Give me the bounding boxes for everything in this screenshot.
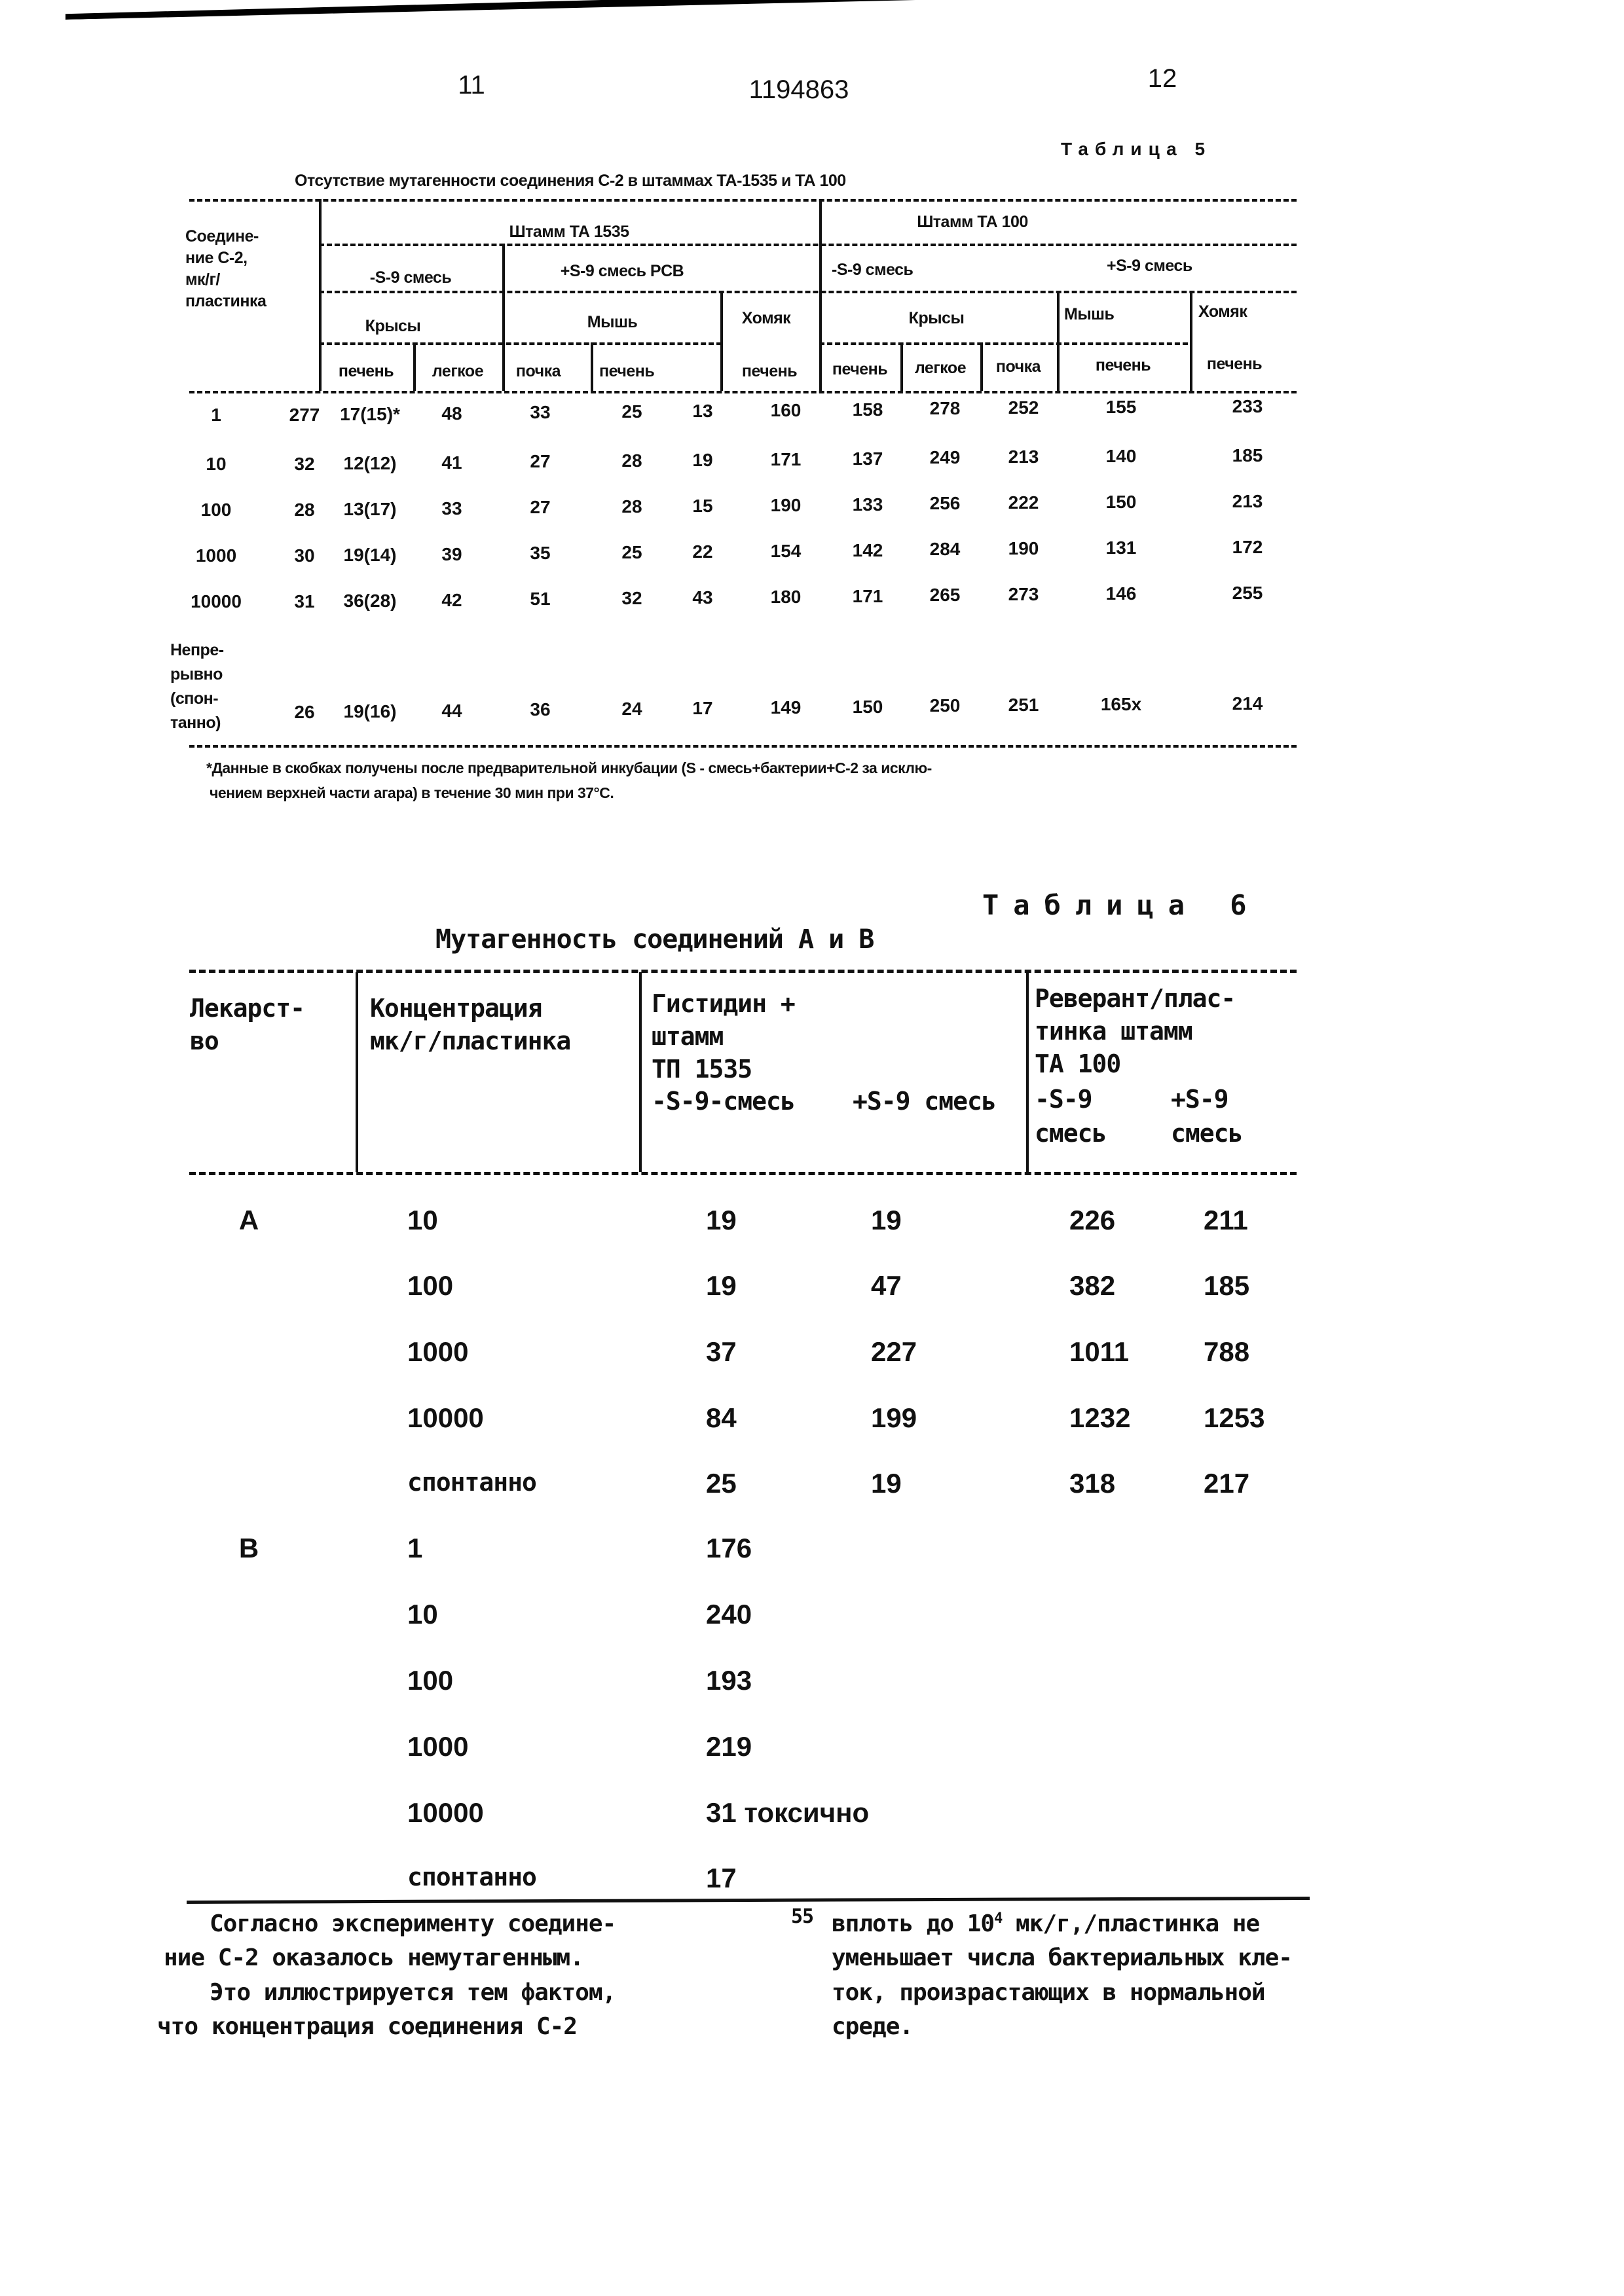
table5-vline bbox=[720, 291, 723, 391]
header-line: Гистидин + bbox=[652, 987, 795, 1020]
row-header-line: Соедине- bbox=[185, 226, 266, 247]
table-cell: 39 bbox=[441, 544, 462, 565]
plus-s9-ta100-header: +S-9 смесь bbox=[1107, 257, 1192, 276]
table-cell: 27 bbox=[530, 497, 550, 518]
drug-cell: B bbox=[239, 1533, 259, 1564]
body-line: ток, произрастающих в нормальной bbox=[832, 1979, 1265, 2006]
table-cell: 25 bbox=[621, 401, 642, 422]
minus-s9-header: -S-9 смесь bbox=[370, 268, 451, 287]
table-cell: 193 bbox=[706, 1665, 752, 1696]
table-cell: 172 bbox=[1232, 537, 1263, 558]
body-line bbox=[832, 1910, 1259, 1937]
drug-cell: A bbox=[239, 1205, 259, 1236]
organ-header: печень bbox=[742, 362, 797, 381]
header-line: штамм bbox=[652, 1020, 795, 1053]
organ-header: почка bbox=[516, 362, 561, 381]
table-cell: 788 bbox=[1204, 1336, 1249, 1368]
concentration-cell: 10 bbox=[407, 1205, 438, 1236]
table-cell: 278 bbox=[930, 398, 961, 419]
table-cell: 19 bbox=[871, 1468, 902, 1499]
table5-vline bbox=[502, 244, 505, 391]
page-number-left: 11 bbox=[458, 71, 485, 100]
table-cell: 277 bbox=[289, 405, 320, 426]
organ-header: печень bbox=[599, 362, 654, 381]
concentration-cell: 10000 bbox=[407, 1402, 484, 1434]
table-cell: 32 bbox=[621, 588, 642, 609]
table6-vline bbox=[639, 972, 642, 1172]
header-line: смесь bbox=[1171, 1116, 1242, 1150]
table-cell: 176 bbox=[706, 1533, 752, 1564]
table-cell: 19 bbox=[706, 1205, 737, 1236]
table-cell: 47 bbox=[871, 1270, 902, 1302]
table-cell: 249 bbox=[930, 447, 961, 468]
table-cell: 19 bbox=[692, 450, 712, 471]
header-line: ТА 100 bbox=[1035, 1048, 1235, 1080]
table-cell: 13(17) bbox=[344, 499, 397, 520]
table5-label: Таблица 5 bbox=[1061, 139, 1211, 160]
header-line: +S-9 bbox=[1171, 1082, 1242, 1116]
table-cell: 48 bbox=[441, 403, 462, 424]
table-cell: 44 bbox=[441, 701, 462, 721]
spontaneous-row-label bbox=[170, 638, 224, 735]
organ-header: печень bbox=[832, 360, 887, 379]
table-cell: 160 bbox=[771, 400, 802, 421]
table-cell: 32 bbox=[294, 454, 314, 475]
table5-top-rule bbox=[189, 199, 1297, 202]
table-cell: 284 bbox=[930, 539, 961, 560]
table6-bottom-rule bbox=[187, 1897, 1310, 1904]
table5-rule bbox=[319, 291, 1297, 293]
minus-s9-ta100-header: -S-9 смесь bbox=[832, 261, 913, 280]
label-line: танно) bbox=[170, 711, 224, 735]
table5-vline bbox=[900, 342, 903, 391]
table5-vline bbox=[980, 342, 983, 391]
hamster-header: Хомяк bbox=[742, 309, 790, 328]
row-header-line: пластинка bbox=[185, 291, 266, 312]
revertant-column-header bbox=[1035, 982, 1235, 1080]
table5-vline bbox=[413, 342, 416, 391]
table5-header-bottom-rule bbox=[189, 391, 1297, 393]
table-cell: 214 bbox=[1232, 693, 1263, 714]
table-cell: 171 bbox=[853, 586, 883, 607]
table6-vline bbox=[1026, 971, 1029, 1175]
table5-bottom-rule bbox=[189, 745, 1297, 748]
strain-ta1535-header: Штамм ТА 1535 bbox=[509, 223, 629, 242]
table-cell: 150 bbox=[1106, 492, 1137, 513]
header-line: -S-9 bbox=[1035, 1082, 1106, 1116]
organ-header: печень bbox=[339, 362, 394, 381]
table-cell: 22 bbox=[692, 541, 712, 562]
table6-title: Мутагенность соединений А и В bbox=[435, 924, 874, 955]
table-cell: 17 bbox=[692, 698, 712, 719]
table-cell: 1253 bbox=[1204, 1402, 1264, 1434]
table6-header-bottom-rule bbox=[189, 1172, 1297, 1175]
histidine-plus-s9-header: +S-9 смесь bbox=[853, 1087, 996, 1116]
concentration-cell: 10 bbox=[407, 1599, 438, 1630]
body-line: среде. bbox=[832, 2013, 913, 2040]
body-line: уменьшает числа бактериальных кле- bbox=[832, 1944, 1292, 1971]
table-cell: 255 bbox=[1232, 583, 1263, 604]
scan-artifact-bar bbox=[65, 0, 1087, 20]
table5-rule bbox=[319, 342, 722, 345]
table-cell: 142 bbox=[853, 540, 883, 561]
concentration-cell: 1000 bbox=[407, 1336, 468, 1368]
concentration-cell: 100 bbox=[407, 1270, 453, 1302]
table-cell: 180 bbox=[771, 587, 802, 608]
table6-label: Таблица 6 bbox=[982, 889, 1261, 921]
table-cell: 217 bbox=[1204, 1468, 1249, 1499]
table-cell: 28 bbox=[294, 500, 314, 520]
concentration-cell: 1 bbox=[407, 1533, 422, 1564]
table-cell: 382 bbox=[1069, 1270, 1115, 1302]
label-line: рывно bbox=[170, 663, 224, 687]
plus-s9-pcb-header: +S-9 смесь PCB bbox=[561, 262, 684, 281]
table-cell: 250 bbox=[930, 695, 961, 716]
concentration-cell: 10 bbox=[206, 454, 226, 475]
mouse-header: Мышь bbox=[587, 313, 637, 332]
table-cell: 13 bbox=[692, 401, 712, 422]
table-cell: 165x bbox=[1101, 694, 1141, 715]
organ-header: печень bbox=[1207, 355, 1262, 374]
table-cell: 140 bbox=[1106, 446, 1137, 467]
table-cell: 24 bbox=[621, 699, 642, 720]
table-cell: 28 bbox=[621, 496, 642, 517]
table-cell: 36(28) bbox=[344, 591, 397, 611]
table-cell: 19(14) bbox=[344, 545, 397, 566]
hamster-ta100-header: Хомяк bbox=[1198, 302, 1247, 321]
concentration-cell: 1000 bbox=[407, 1731, 468, 1762]
table5-footnote-line2: чением верхней части агара) в течение 30 мин при 37°С. bbox=[210, 784, 614, 802]
table-cell: 233 bbox=[1232, 396, 1263, 417]
table-cell: 31 bbox=[294, 591, 314, 612]
table-cell: 185 bbox=[1232, 445, 1263, 466]
label-line: Непре- bbox=[170, 638, 224, 663]
body-line: что концентрация соединения С-2 bbox=[157, 2013, 577, 2040]
table-cell: 256 bbox=[930, 493, 961, 514]
table-cell: 154 bbox=[771, 541, 802, 562]
concentration-cell: 100 bbox=[201, 500, 232, 520]
header-line: ТП 1535 bbox=[652, 1053, 795, 1085]
table-cell: 30 bbox=[294, 545, 314, 566]
revertant-plus-s9-header bbox=[1171, 1082, 1242, 1150]
header-line: Лекарст- bbox=[190, 992, 304, 1025]
table5-vline bbox=[319, 199, 322, 391]
table-cell: 222 bbox=[1008, 492, 1039, 513]
table5-rule bbox=[319, 244, 1297, 246]
revertant-minus-s9-header bbox=[1035, 1082, 1106, 1150]
header-line: тинка штамм bbox=[1035, 1015, 1235, 1048]
table5-vline bbox=[591, 342, 593, 391]
table-cell: 15 bbox=[692, 496, 712, 517]
table-cell: 146 bbox=[1106, 583, 1137, 604]
concentration-cell: 10000 bbox=[407, 1797, 484, 1829]
header-line: мк/г/пластинка bbox=[370, 1025, 570, 1057]
organ-header: почка bbox=[996, 357, 1041, 376]
table-cell: 19 bbox=[706, 1270, 737, 1302]
table-cell: 240 bbox=[706, 1599, 752, 1630]
label-line: (спон- bbox=[170, 687, 224, 711]
table-cell: 219 bbox=[706, 1731, 752, 1762]
table-cell: 31 токсично bbox=[706, 1797, 869, 1829]
table-cell: 190 bbox=[771, 495, 802, 516]
organ-header: печень bbox=[1096, 356, 1151, 375]
table-cell: 137 bbox=[853, 448, 883, 469]
table-cell: 1011 bbox=[1069, 1336, 1129, 1368]
table-cell: 226 bbox=[1069, 1205, 1115, 1236]
body-line: Это иллюстрируется тем фактом, bbox=[210, 1979, 616, 2006]
organ-header: легкое bbox=[915, 359, 966, 378]
body-text: мк/г,/пластинка не bbox=[1002, 1910, 1259, 1937]
table-cell: 26 bbox=[294, 702, 314, 723]
header-line: во bbox=[190, 1025, 304, 1057]
rats-header: Крысы bbox=[365, 317, 421, 336]
table5-vline bbox=[1190, 291, 1192, 391]
concentration-cell: 1 bbox=[211, 405, 221, 426]
page-number-right: 12 bbox=[1148, 64, 1177, 94]
rats-ta100-header: Крысы bbox=[909, 309, 965, 328]
table-cell: 17(15)* bbox=[340, 404, 400, 425]
table-cell: 19(16) bbox=[344, 701, 397, 722]
body-text: вплоть до 10 bbox=[832, 1910, 994, 1937]
body-line: Согласно эксперименту соедине- bbox=[210, 1910, 616, 1937]
table5-row-header bbox=[185, 226, 266, 312]
concentration-cell: 1000 bbox=[196, 545, 236, 566]
table-cell: 150 bbox=[853, 697, 883, 718]
concentration-cell: 10000 bbox=[191, 591, 242, 612]
header-line: смесь bbox=[1035, 1116, 1106, 1150]
table-cell: 158 bbox=[853, 399, 883, 420]
table-cell: 28 bbox=[621, 450, 642, 471]
table-cell: 131 bbox=[1106, 538, 1137, 558]
concentration-column-header bbox=[370, 992, 570, 1057]
table-cell: 51 bbox=[530, 589, 550, 610]
drug-column-header bbox=[190, 992, 304, 1057]
table-cell: 213 bbox=[1008, 446, 1039, 467]
table-cell: 19 bbox=[871, 1205, 902, 1236]
patent-number: 1194863 bbox=[749, 75, 849, 105]
table-cell: 35 bbox=[530, 543, 550, 564]
table-cell: 27 bbox=[530, 451, 550, 472]
table-cell: 36 bbox=[530, 699, 550, 720]
table5-vline bbox=[1057, 291, 1060, 391]
table-cell: 43 bbox=[692, 587, 712, 608]
header-line: Реверант/плас- bbox=[1035, 982, 1235, 1015]
table-cell: 227 bbox=[871, 1336, 917, 1368]
histidine-minus-s9-header: -S-9-смесь bbox=[652, 1087, 795, 1116]
exponent: 4 bbox=[994, 1910, 1002, 1927]
table-cell: 252 bbox=[1008, 397, 1039, 418]
organ-header: легкое bbox=[432, 362, 483, 381]
body-line: ние С-2 оказалось немутагенным. bbox=[164, 1944, 583, 1971]
table-cell: 190 bbox=[1008, 538, 1039, 559]
table-cell: 185 bbox=[1204, 1270, 1249, 1302]
line-number: 55 bbox=[791, 1905, 813, 1928]
table-cell: 1232 bbox=[1069, 1402, 1130, 1434]
concentration-cell: спонтанно bbox=[407, 1468, 536, 1497]
concentration-cell: спонтанно bbox=[407, 1863, 536, 1891]
table-cell: 37 bbox=[706, 1336, 737, 1368]
table-cell: 12(12) bbox=[344, 453, 397, 474]
table-cell: 149 bbox=[771, 697, 802, 718]
table-cell: 17 bbox=[706, 1863, 737, 1894]
table-cell: 213 bbox=[1232, 491, 1263, 512]
table-cell: 318 bbox=[1069, 1468, 1115, 1499]
table-cell: 211 bbox=[1204, 1205, 1248, 1236]
table5-title: Отсутствие мутагенности соединения С-2 в штаммах ТА-1535 и ТА 100 bbox=[295, 172, 846, 191]
concentration-cell: 100 bbox=[407, 1665, 453, 1696]
table-cell: 171 bbox=[771, 449, 802, 470]
table-cell: 265 bbox=[930, 585, 961, 606]
table-cell: 41 bbox=[441, 452, 462, 473]
table-cell: 155 bbox=[1106, 397, 1137, 418]
table-cell: 33 bbox=[530, 402, 550, 423]
table-cell: 251 bbox=[1008, 695, 1039, 716]
table-cell: 199 bbox=[871, 1402, 917, 1434]
table-cell: 33 bbox=[441, 498, 462, 519]
header-line: Концентрация bbox=[370, 992, 570, 1025]
table-cell: 84 bbox=[706, 1402, 737, 1434]
table5-footnote-line1: *Данные в скобках получены после предварительной инкубации (S - смесь+бактерии+С-2 за исклю- bbox=[206, 759, 932, 777]
table6-vline bbox=[356, 972, 358, 1172]
table-cell: 25 bbox=[621, 542, 642, 563]
table-cell: 273 bbox=[1008, 584, 1039, 605]
histidine-column-header bbox=[652, 987, 795, 1085]
row-header-line: ние С-2, bbox=[185, 247, 266, 269]
strain-ta100-header: Штамм ТА 100 bbox=[917, 213, 1028, 232]
table-cell: 133 bbox=[853, 494, 883, 515]
table5-vline bbox=[819, 199, 822, 391]
row-header-line: мк/г/ bbox=[185, 269, 266, 291]
mouse-ta100-header: Мышь bbox=[1064, 305, 1114, 324]
table-cell: 42 bbox=[441, 590, 462, 611]
table-cell: 25 bbox=[706, 1468, 737, 1499]
table5-rule bbox=[819, 342, 1188, 345]
